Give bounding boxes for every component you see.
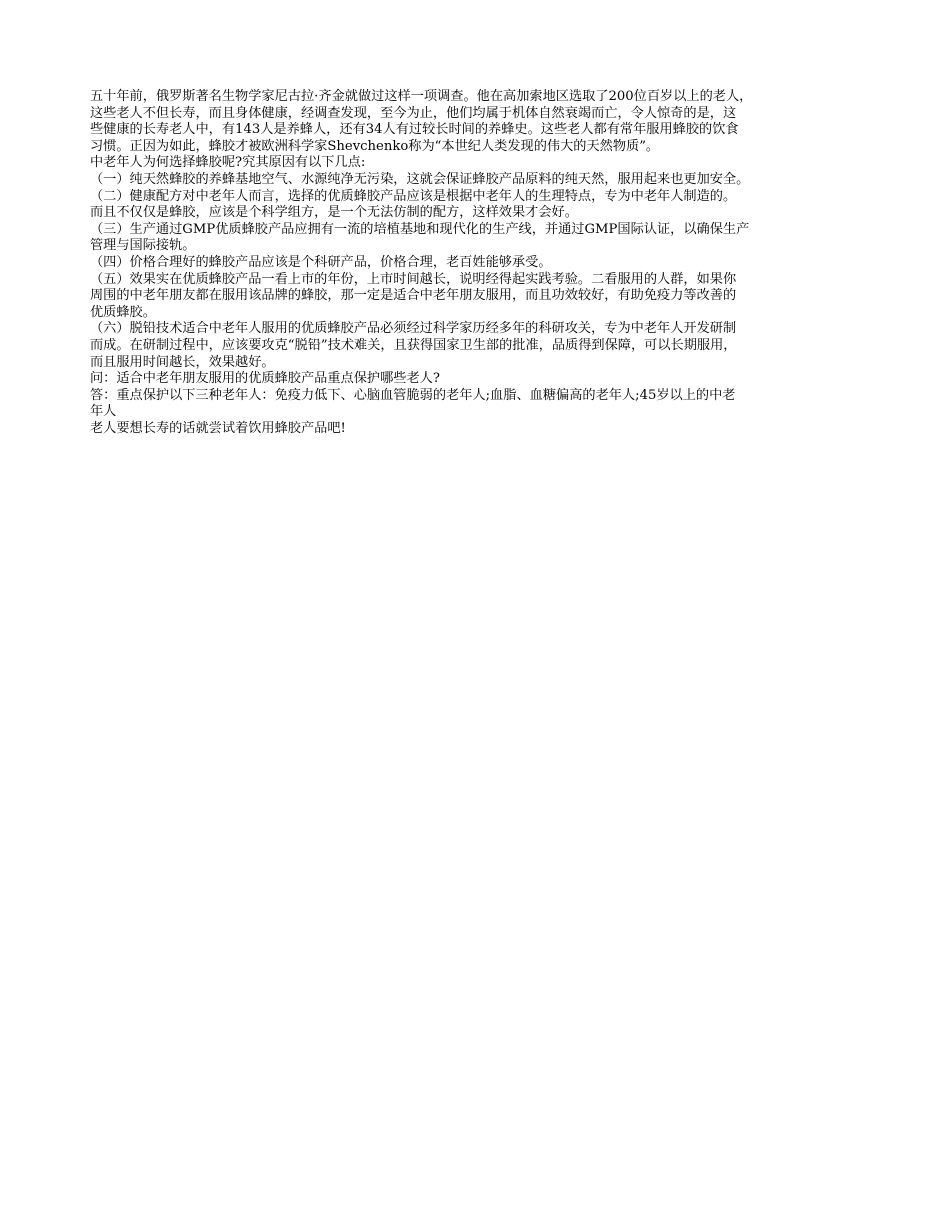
text-line: 老人要想长寿的话就尝试着饮用蜂胶产品吧!: [90, 420, 346, 436]
text-line: （四）价格合理好的蜂胶产品应该是个科研产品，价格合理，老百姓能够承受。: [90, 254, 552, 270]
closing-line: [90, 421, 880, 438]
text-line: （五）效果实在优质蜂胶产品一看上市的年份，上市时间越长，说明经得起实践考验。二看服用的人群，如果你: [90, 271, 737, 287]
text-line: 习惯。正因为如此，蜂胶才被欧洲科学家Shevchenko称为“本世纪人类发现的伟大的天然物质”。: [90, 138, 660, 154]
text-line: 而且不仅仅是蜂胶，应该是个科学组方，是一个无法仿制的配方，这样效果才会好。: [90, 205, 578, 221]
text-line: 年人: [90, 404, 117, 420]
text-line: （二）健康配方对中老年人而言，选择的优质蜂胶产品应该是根据中老年人的生理特点，专为中老年人制造的。: [90, 188, 737, 204]
text-line: 这些老人不但长寿，而且身体健康，经调查发现，至今为止，他们均属于机体自然衰竭而亡，令人惊奇的是，这: [90, 105, 737, 121]
text-line: 问：适合中老年朋友服用的优质蜂胶产品重点保护哪些老人?: [90, 371, 440, 387]
text-line: 些健康的长寿老人中，有143人是养蜂人，还有34人有过较长时间的养蜂史。这些老人都有常年服用蜂胶的饮食: [90, 122, 739, 138]
text-line: 而且服用时间越长，效果越好。: [90, 354, 275, 370]
reason-3: [90, 222, 880, 255]
question-why: [90, 155, 880, 172]
reason-1: [90, 172, 880, 189]
text-line: 优质蜂胶。: [90, 304, 156, 320]
text-line: （六）脱铅技术适合中老年人服用的优质蜂胶产品必须经过科学家历经多年的科研攻关，专为中老年人开发研制: [90, 321, 737, 337]
text-line: 而成。在研制过程中，应该要攻克“脱铅”技术难关，且获得国家卫生部的批准，品质得到保障，可以长期服用，: [90, 337, 737, 353]
text-line: 周围的中老年朋友都在服用该品牌的蜂胶，那一定是适合中老年朋友服用，而且功效较好，有助免疫力等改善的: [90, 288, 737, 304]
reason-2: [90, 189, 880, 222]
text-line: 五十年前，俄罗斯著名生物学家尼古拉·齐金就做过这样一项调查。他在高加索地区选取了200位百岁以上的老人，: [90, 89, 753, 104]
reason-4: [90, 255, 880, 272]
reason-6: [90, 321, 880, 371]
text-line: 答：重点保护以下三种老年人：免疫力低下、心脑血管脆弱的老年人;血脂、血糖偏高的老年人;45岁以上的中老: [90, 387, 736, 403]
answer-who: [90, 388, 880, 421]
text-line: （一）纯天然蜂胶的养蜂基地空气、水源纯净无污染，这就会保证蜂胶产品原料的纯天然，服用起来也更加安全。: [90, 171, 750, 187]
text-line: 管理与国际接轨。: [90, 238, 196, 254]
question-who: [90, 371, 880, 388]
text-line: （三）生产通过GMP优质蜂胶产品应拥有一流的培植基地和现代化的生产线，并通过GMP国际认证，以确保生产: [90, 221, 750, 237]
intro-paragraph: [90, 89, 880, 155]
document-body: [90, 89, 880, 437]
text-line: 中老年人为何选择蜂胶呢?究其原因有以下几点:: [90, 155, 366, 171]
reason-5: [90, 272, 880, 322]
